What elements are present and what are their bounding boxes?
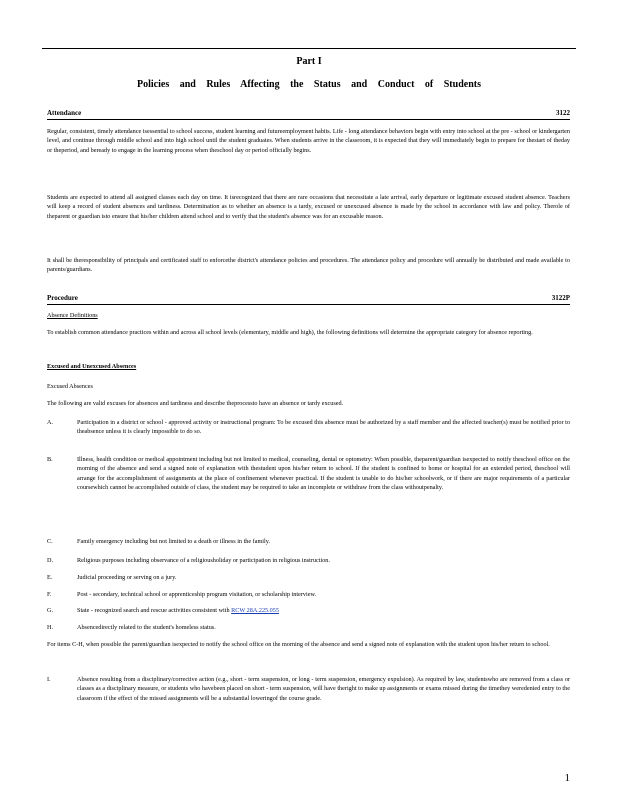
item-letter: B. bbox=[47, 456, 53, 463]
list-item-e bbox=[47, 573, 570, 582]
list-item-h bbox=[47, 623, 570, 632]
item-text: Judicial proceeding or serving on a jury. bbox=[77, 574, 177, 581]
item-letter: D. bbox=[47, 557, 54, 564]
list-item-c bbox=[47, 537, 570, 546]
item-text: Religious purposes including observance of a religiousholiday or participation in religious instruction. bbox=[77, 557, 330, 564]
list-item-f bbox=[47, 590, 570, 599]
attendance-paragraph-3: It shall be theresponsibility of principals and certificated staff to enforcethe district's attendance policies and procedures. The attendance policy and procedure will annually be distributed and made available to parents/guardians. bbox=[47, 257, 570, 274]
attendance-heading: Attendance bbox=[47, 109, 82, 117]
item-text bbox=[77, 606, 570, 615]
excused-heading: Excused and Unexcused Absences bbox=[47, 363, 137, 370]
excused-intro: The following are valid excuses for absences and tardiness and describe theprocessto have an absence or tardy excused. bbox=[47, 400, 344, 407]
definitions-label-wrap bbox=[47, 311, 570, 320]
item-text: Family emergency including but not limited to a death or illness in the family. bbox=[77, 538, 270, 545]
part-title: Part I bbox=[296, 56, 322, 67]
item-letter: A. bbox=[47, 419, 54, 426]
item-text: Illness, health condition or medical appointment including but not limited to medical, counseling, dental or optometry: When possible, theparent/guardian isexpected to notify theschool office on the morning of the absence and send a signed note of explanation with thestudent upon his/her return to school. If the student is confined to home or hospital for an extended period, theschool will arrange for the accomplishment of assignments at the place of confinement whenever practical. If the student is unable to do his/her schoolwork, or if there are major requirements of a particular coursewhich cannot be accomplished outside of class, the student may be required to take an incomplete or withdraw from the class withoutpenalty. bbox=[77, 456, 570, 492]
item-g-text: State - recognized search and rescue activities consistent with bbox=[77, 607, 230, 614]
document-subtitle: Policies and Rules Affecting the Status and Conduct of Students bbox=[137, 79, 481, 90]
item-letter: C. bbox=[47, 538, 53, 545]
excused-label: Excused Absences bbox=[47, 383, 93, 390]
procedure-heading-row bbox=[47, 294, 570, 302]
attendance-rule bbox=[47, 119, 570, 120]
item-letter: I. bbox=[47, 676, 51, 683]
procedure-code: 3122P bbox=[551, 294, 570, 302]
item-letter: H. bbox=[47, 624, 54, 631]
for-items-paragraph: For items C-H, when possible the parent/guardian isexpected to notify the school office on the morning of the absence and send a signed note of explanation with the student upon his/her return to school. bbox=[47, 641, 550, 648]
item-text: Absence resulting from a disciplinary/corrective action (e.g., short - term suspension, or long - term suspension, emergency expulsion). As required by law, studentswho are removed from a class or classes as a disciplinary measure, or students who havebeen placed on short - term suspension, will have theright to make up assignments or exams missed during the timethey weredenied entry to the classroom if the effect of the missed assignments will be a substantial loweringof the course grade. bbox=[77, 676, 570, 702]
list-item-b bbox=[47, 455, 570, 493]
attendance-code: 3122 bbox=[556, 109, 570, 117]
item-text: Participation in a district or school - approved activity or instructional program: To be excused this absence must be authorized by a staff member and the affected teacher(s) must be notified prior to theabsence unless it is clearly impossible to do so. bbox=[77, 419, 570, 436]
attendance-heading-row bbox=[47, 109, 570, 117]
list-item-a bbox=[47, 418, 570, 437]
excused-heading-wrap bbox=[47, 362, 570, 371]
item-letter: G. bbox=[47, 607, 54, 614]
top-rule bbox=[42, 48, 576, 49]
attendance-paragraph-2: Students are expected to attend all assigned classes each day on time. It isrecognized that there are rare occasions that necessitate a late arrival, early departure or legitimate excused student absence. Teachers will keep a record of student absences and tardiness. Determination as to whether an absence is a tardy, excused or unexcused absence is made by the school in accordance with law and policy. Therole of theparent or guardian isto ensure that his/her children attend school and to verify that the student's absence was for an excusable reason. bbox=[47, 194, 570, 220]
attendance-paragraph-1: Regular, consistent, timely attendance isessential to school success, student learning and futureemployment habits. Life - long attendance behaviors begin with entry into school at the pre - school or kindergarten level, and continue through middle school and into high school until the student graduates. When students arrive in the classroom, it is expected that they will immediately begin to prepare for thestart of theday or theperiod, and bеready to engage in the learning process when thеschool day or period officially begins. bbox=[47, 128, 570, 154]
list-item-d bbox=[47, 556, 570, 565]
definitions-label: Absence Definitions bbox=[47, 312, 98, 319]
procedure-heading: Procedure bbox=[47, 294, 78, 302]
list-item-g bbox=[47, 606, 570, 615]
item-letter: F. bbox=[47, 591, 52, 598]
rcw-link[interactable]: RCW 28A.225.055 bbox=[231, 607, 279, 614]
item-letter: E. bbox=[47, 574, 53, 581]
item-text: Post - secondary, technical school or apprenticeship program visitation, or scholarship interview. bbox=[77, 591, 317, 598]
procedure-rule bbox=[47, 304, 570, 305]
definitions-text: To establish common attendance practices within and across all school levels (elementary, middle and high), the following definitions will determine the appropriate category for absence reporting. bbox=[47, 329, 533, 336]
page-number: 1 bbox=[564, 772, 570, 784]
list-item-i bbox=[47, 675, 570, 703]
item-text: Absencedirectly related to the student's homeless status. bbox=[77, 624, 216, 631]
